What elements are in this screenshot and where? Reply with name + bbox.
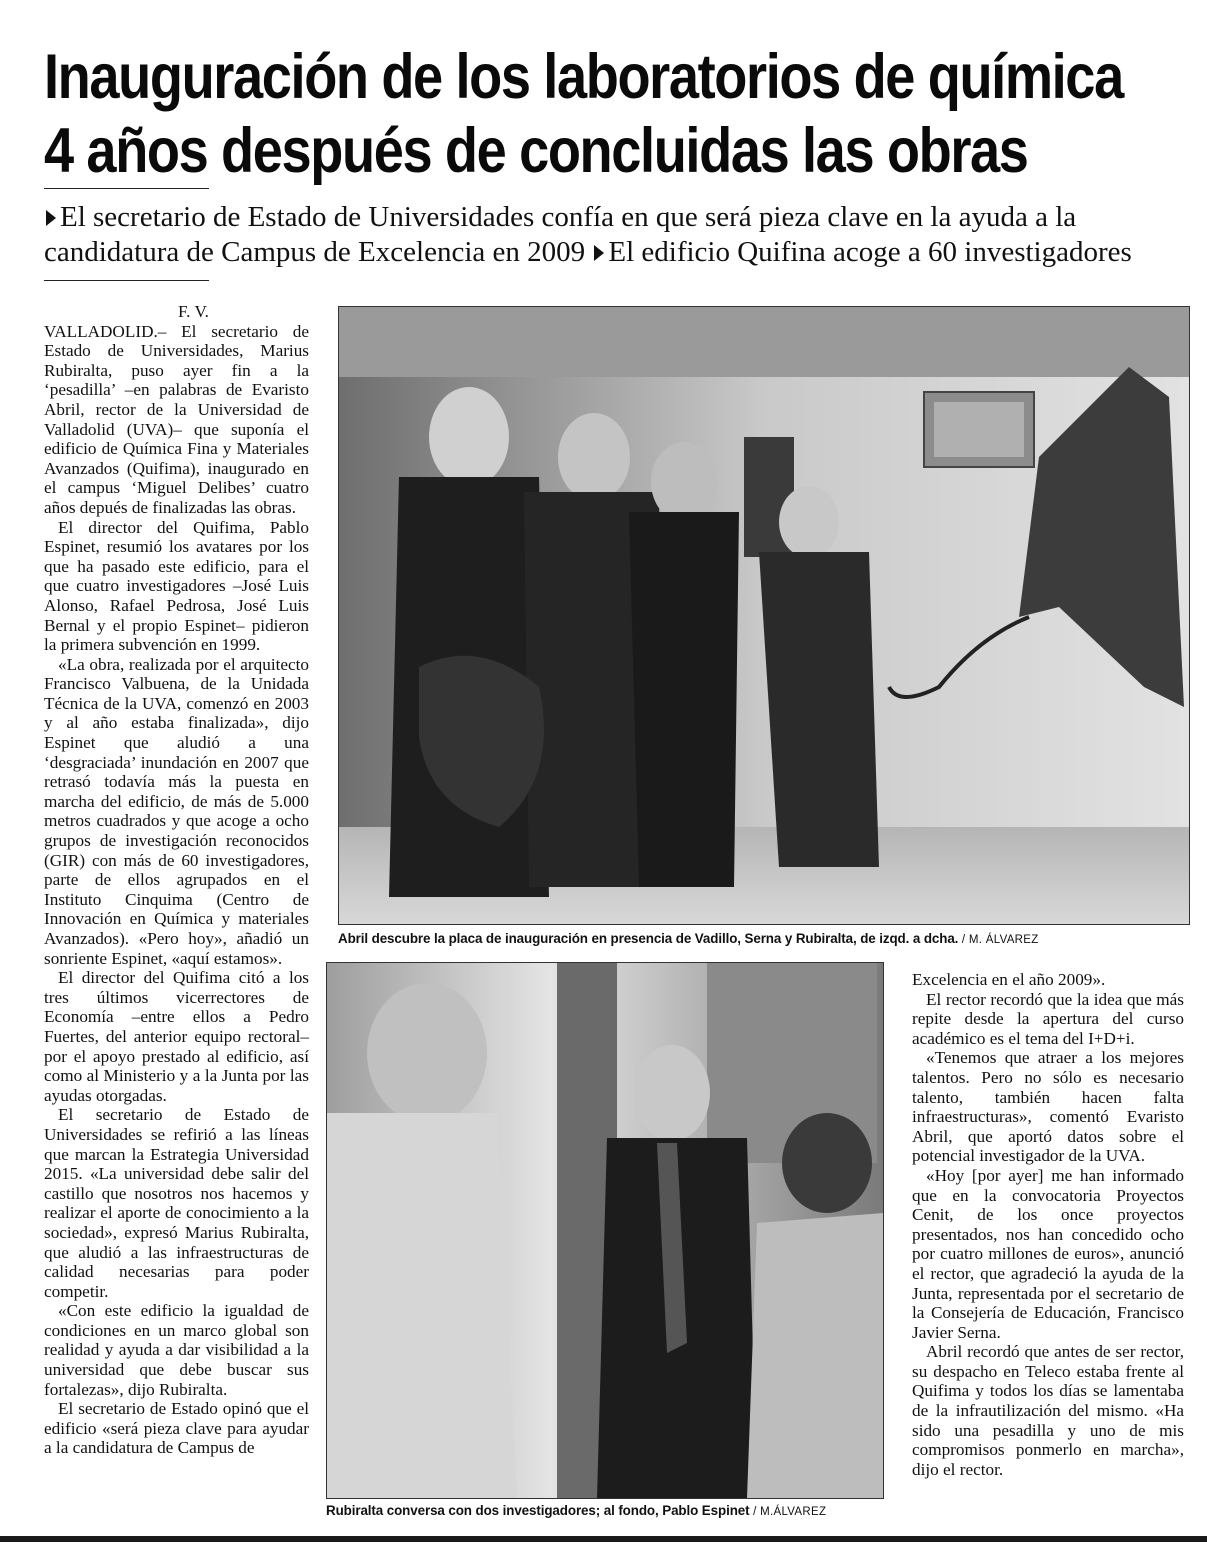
headline-line-2: 4 años después de concluidas las obras (44, 116, 1028, 186)
subhead-line-2: candidatura de Campus de Excelencia en 2009 El edificio Quifina acoge a 60 investigadores (44, 236, 1132, 268)
paragraph: «Tenemos que atraer a los mejores talentos. Pero no sólo es necesario talento, también hacen falta infraestructuras», comentó Evaristo Abril, que aportó datos sobre el potencial investigador de la UVA. (912, 1048, 1184, 1166)
photo-conversation-caption: Rubiralta conversa con dos investigadores; al fondo, Pablo Espinet / M.ÁLVAREZ (326, 1503, 827, 1518)
subhead-top-rule (44, 188, 209, 189)
headline (44, 40, 1123, 188)
arrow-right-icon (46, 210, 56, 226)
subhead (44, 200, 1194, 270)
paragraph: «Hoy [por ayer] me han informado que en la convocatoria Proyectos Cenit, de los once proyectos presentados, nos han concedido ocho por cuatro millones de euros», anunció el rector, que agradeció la ayuda de la Junta, representada por el secretario de la Consejería de Educación, Francisco Javier Serna. (912, 1165, 1184, 1342)
photo-credit: / M. ÁLVAREZ (961, 934, 1039, 946)
paragraph: El secretario de Estado de Universidades se refirió a las líneas que marcan la Estrategia Universidad 2015. «La universidad debe salir del castillo que nosotros nos hacemos y realizar el aporte de conocimiento a la sociedad», expresó Marius Rubiralta, que aludió a las infraestructuras de calidad necesarias para poder competir. (44, 1105, 309, 1301)
photo-plaque-unveiling (338, 306, 1190, 925)
paragraph: El director del Quifima, Pablo Espinet, resumió los avatares por los que ha pasado este edificio, para el que cuatro investigadores –José Luis Alonso, Rafael Pedrosa, José Luis Bernal y el propio Espinet– pidieron la primera subvención en 1999. (44, 517, 309, 655)
paragraph: El director del Quifima citó a los tres últimos vicerrectores de Economía –entre ellos a Pedro Fuertes, del anterior equipo rectoral– por el apoyo prestado al edificio, así como al Ministerio y a la Junta por las ayudas otorgadas. (44, 968, 309, 1105)
paragraph: Abril recordó que antes de ser rector, su despacho en Teleco estaba frente al Quifima y todos los días se lamentaba de la infrautilización del mismo. «Ha sido una pesadilla y uno de mis compromisos ponmerlo en marcha», dijo el rector. (912, 1342, 1184, 1479)
photo-conversation (326, 962, 884, 1499)
photo-credit: / M.ÁLVAREZ (753, 1506, 827, 1518)
paragraph: El secretario de Estado opinó que el edificio «será pieza clave para ayudar a la candidatura de Campus de (44, 1399, 309, 1458)
paragraph: VALLADOLID.– El secretario de Estado de Universidades, Marius Rubiralta, puso ayer fin a la ‘pesadilla’ –en palabras de Evaristo Abril, rector de la Universidad de Valladolid (UVA)– que suponía el edificio de Química Fina y Materiales Avanzados (Quifima), inaugurado en el campus ‘Miguel Delibes’ cuatro años depués de finalizadas las obras. (44, 321, 309, 517)
page-bottom-bar (0, 1536, 1207, 1542)
article-column-1 (44, 302, 309, 1458)
byline: F. V. (178, 302, 209, 321)
paragraph: «La obra, realizada por el arquitecto Francisco Valbuena, de la Unidada Técnica de la UVA, comenzó en 2003 y al año estaba finalizada», dijo Espinet que aludió a una ‘desgraciada’ inundación en 2007 que retrasó todavía más la puesta en marcha del edificio, de más de 5.000 metros cuadrados y que acoge a ocho grupos de investigación reconocidos (GIR) con más de 60 investigadores, parte de ellos agrupados en el Instituto Cinquima (Centro de Innovación en Química y materiales Avanzados). «Pero hoy», añadió un sonriente Espinet, «aquí estamos». (44, 654, 309, 968)
photo-plaque-caption: Abril descubre la placa de inauguración en presencia de Vadillo, Serna y Rubiralta, de izqd. a dcha. / M. ÁLVAREZ (338, 931, 1039, 946)
paragraph: Excelencia en el año 2009». (912, 970, 1106, 989)
subhead-line-1: El secretario de Estado de Universidades confía en que será pieza clave en la ayuda a la (44, 200, 1194, 235)
arrow-right-icon (594, 245, 604, 261)
article-column-3 (912, 970, 1184, 1479)
headline-line-1: Inauguración de los laboratorios de química (44, 42, 1123, 112)
subhead-bottom-rule (44, 280, 209, 281)
paragraph: «Con este edificio la igualdad de condiciones en un marco global son realidad y ayuda a dar visibilidad a la universidad que debe buscar sus fortalezas», dijo Rubiralta. (44, 1301, 309, 1399)
photo-conversation-image (327, 963, 883, 1498)
photo-plaque-unveiling-image (339, 307, 1189, 924)
paragraph: El rector recordó que la idea que más repite desde la apertura del curso académico es el tema del I+D+i. (912, 989, 1184, 1048)
